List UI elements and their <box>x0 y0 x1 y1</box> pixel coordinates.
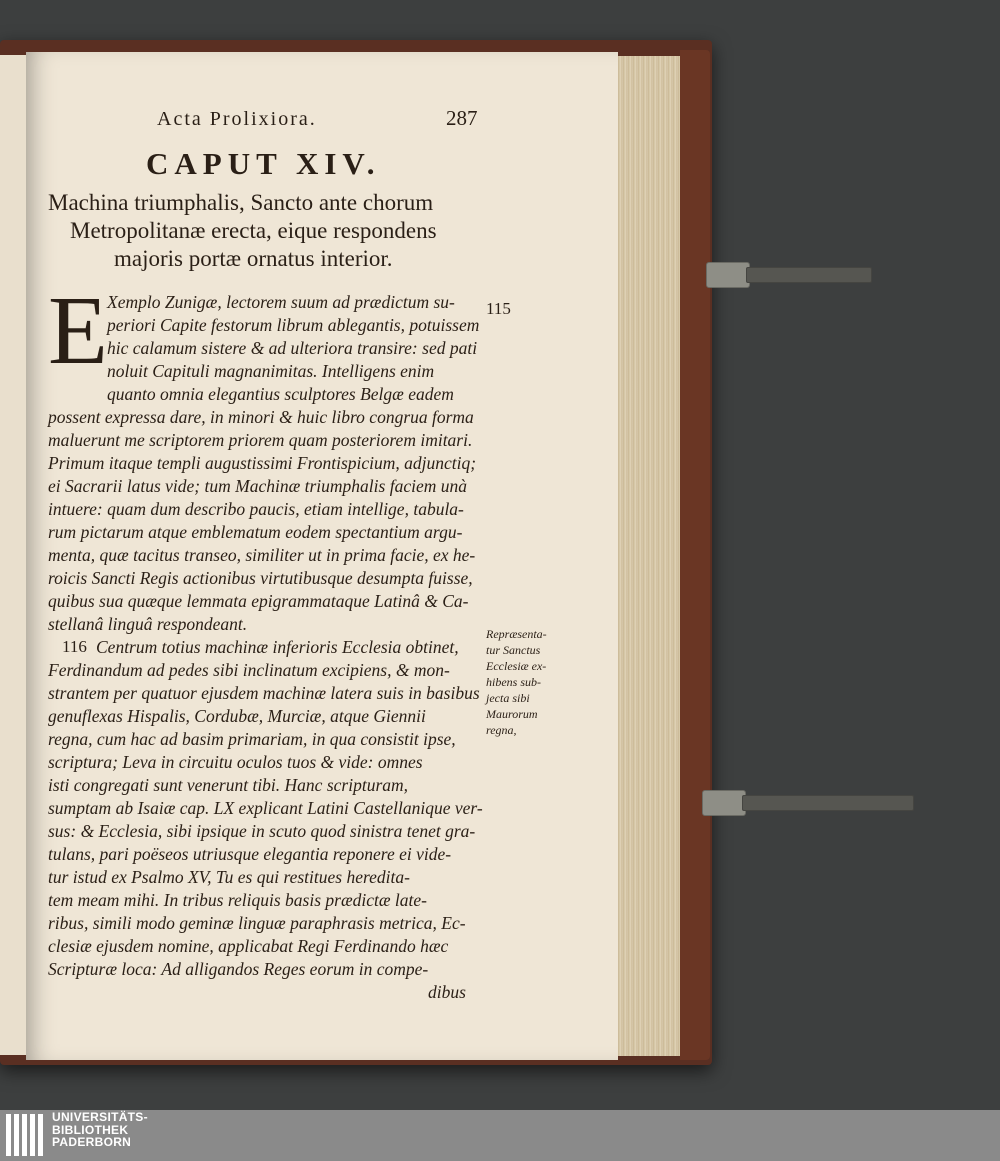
body-line: possent expressa dare, in minori & huic libro congrua forma <box>48 407 474 427</box>
library-name <box>52 1111 148 1149</box>
library-name-line: PADERBORN <box>52 1135 132 1149</box>
body-line: strantem per quatuor ejusdem machinæ latera suis in basibus <box>48 683 480 703</box>
side-note-line: Maurorum <box>486 707 538 721</box>
library-logo-icon <box>6 1114 44 1156</box>
body-line: clesiæ ejusdem nomine, applicabat Regi Ferdinando hæc <box>48 936 449 956</box>
library-name-line: BIBLIOTHEK <box>52 1122 129 1137</box>
library-name-line: UNIVERSITÄTS- <box>52 1110 148 1124</box>
side-note-line: regna, <box>486 723 517 737</box>
body-line: roicis Sancti Regis actionibus virtutibusque desumpta fuisse, <box>48 568 473 588</box>
running-head: Acta Prolixiora. <box>157 108 317 130</box>
body-line: Primum itaque templi augustissimi Frontispicium, adjunctiq; <box>48 453 477 473</box>
body-line: hic calamum sistere & ad ulteriora transire: sed pati <box>107 338 478 358</box>
cover-edge <box>680 50 710 1060</box>
body-line: ribus, simili modo geminæ linguæ paraphrasis metrica, Ec- <box>48 913 466 933</box>
page-block-edges <box>616 56 681 1056</box>
margin-number-115: 115 <box>486 299 511 318</box>
side-note-line: Repræsenta- <box>486 627 547 641</box>
body-line: Scripturæ loca: Ad alligandos Reges eorum in compe- <box>48 959 429 979</box>
body-line: Xemplo Zunigæ, lectorem suum ad prædictum su- <box>107 292 455 312</box>
body-line: tem meam mihi. In tribus reliquis basis prædictæ late- <box>48 890 427 910</box>
footer-bar <box>0 1110 1000 1161</box>
body-line: stellanâ linguâ respondeant. <box>48 614 248 634</box>
chapter-title-line-2: Metropolitanæ erecta, eique respondens <box>70 218 437 243</box>
body-line: Centrum totius machinæ inferioris Ecclesia obtinet, <box>96 637 459 657</box>
chapter-title-line-3: majoris portæ ornatus interior. <box>114 246 393 271</box>
body-line: quibus sua quæque lemmata epigrammataque Latinâ & Ca- <box>48 591 469 611</box>
body-line: noluit Capituli magnanimitas. Intelligens enim <box>107 361 435 381</box>
chapter-heading: CAPUT XIV. <box>146 146 381 181</box>
chapter-title-line-1: Machina triumphalis, Sancto ante chorum <box>48 190 434 215</box>
body-line: maluerunt me scriptorem priorem quam posteriorem imitari. <box>48 430 473 450</box>
upper-clasp <box>706 262 872 286</box>
body-line: menta, quæ tacitus transeo, similiter ut in prima facie, ex he- <box>48 545 476 565</box>
body-line: isti congregati sunt venerunt tibi. Hanc scripturam, <box>48 775 409 795</box>
side-note-line: tur Sanctus <box>486 643 541 657</box>
margin-number-116: 116 <box>62 637 87 656</box>
body-line: regna, cum hac ad basim primariam, in qua consistit ipse, <box>48 729 456 749</box>
side-note-line: hibens sub- <box>486 675 541 689</box>
body-line: dibus <box>428 982 466 1002</box>
body-line: intuere: quam dum describo paucis, etiam intellige, tabula- <box>48 499 464 519</box>
body-line: tulans, pari poëseos utriusque elegantia reponere ei vide- <box>48 844 452 864</box>
side-note-line: jecta sibi <box>486 691 530 705</box>
lower-clasp <box>702 790 914 814</box>
drop-cap-initial: E <box>48 277 108 385</box>
body-line: genuflexas Hispalis, Cordubæ, Murciæ, atque Giennii <box>48 706 426 726</box>
body-line: Ferdinandum ad pedes sibi inclinatum excipiens, & mon- <box>48 660 450 680</box>
body-line: ei Sacrarii latus vide; tum Machinæ triumphalis faciem unà <box>48 476 467 496</box>
body-line: scriptura; Leva in circuitu oculos tuos & vide: omnes <box>48 752 423 772</box>
page-number: 287 <box>446 106 478 130</box>
body-line: rum pictarum atque emblematum eodem spectantium argu- <box>48 522 463 542</box>
body-line: sus: & Ecclesia, sibi ipsique in scuto quod sinistra tenet gra- <box>48 821 476 841</box>
side-note-line: Ecclesiæ ex- <box>486 659 547 673</box>
body-line: quanto omnia elegantius sculptores Belgæ eadem <box>107 384 454 404</box>
body-line: tur istud ex Psalmo XV, Tu es qui restitues heredita- <box>48 867 410 887</box>
body-line: sumptam ab Isaiæ cap. LX explicant Latini Castellanique ver- <box>48 798 483 818</box>
body-line: periori Capite festorum librum ablegantis, potuissem <box>107 315 480 335</box>
